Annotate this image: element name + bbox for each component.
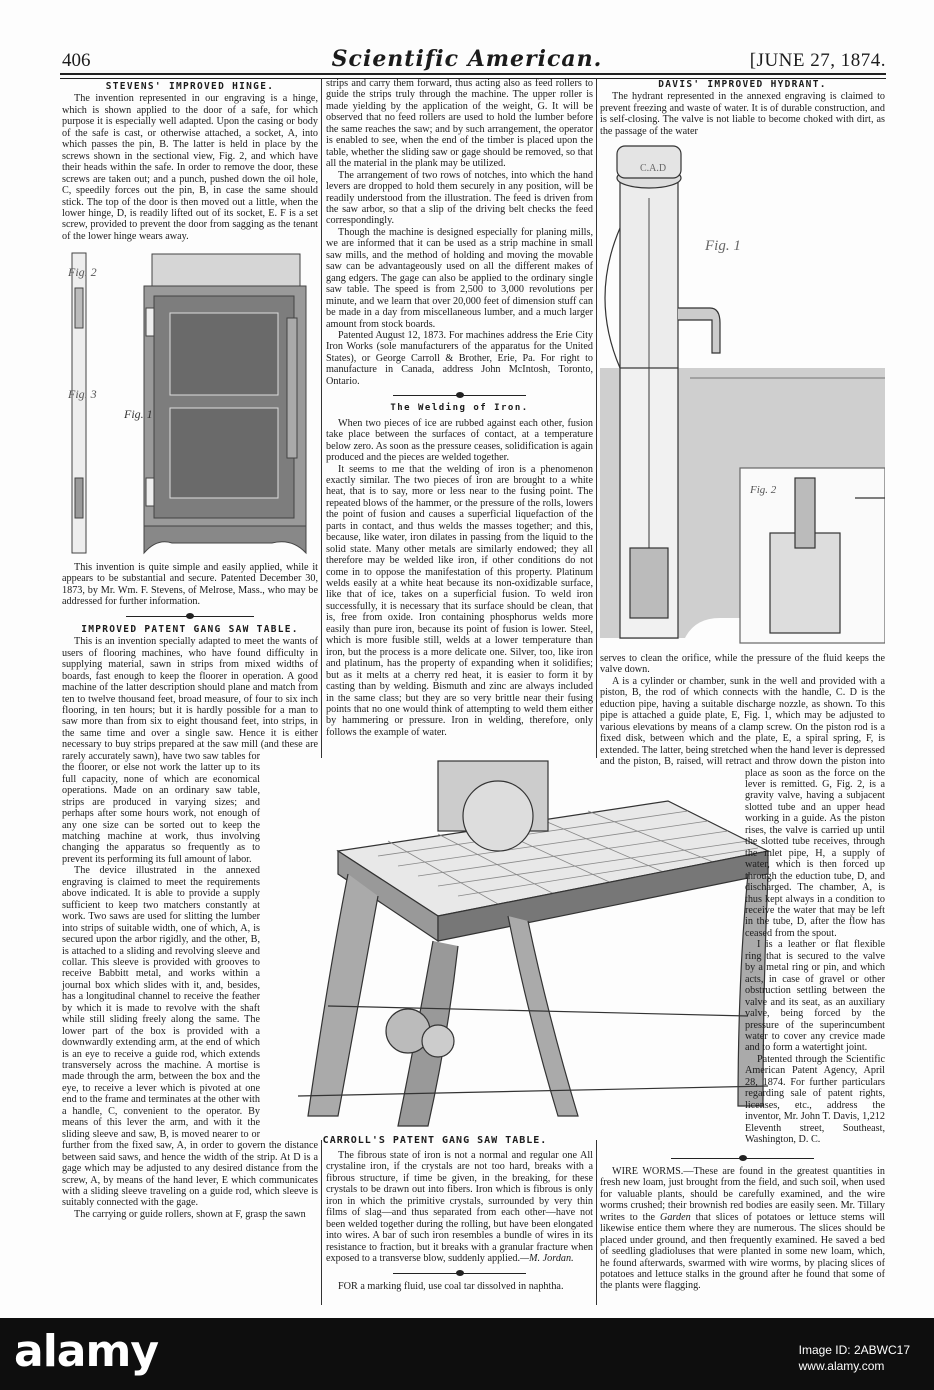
fig-label: Fig. 1 xyxy=(705,238,741,254)
image-id: Image ID: 2ABWC17 xyxy=(798,1343,910,1357)
article-welding-cont xyxy=(326,1150,593,1292)
paragraph: Patented August 12, 1873. For machines address the Erie City Iron Works (sole manufacturers of the apparatus for the United States), or George Carroll & Brother, Erie, Pa. For right to manufacture in Canada, address John McIntosh, Toronto, Ontario. xyxy=(326,329,593,387)
figure-wrap-space xyxy=(600,768,745,1152)
page-number: 406 xyxy=(62,50,91,71)
column-rule xyxy=(321,1140,322,1305)
fig-label: Fig. 2 xyxy=(750,484,777,496)
hydrant-description xyxy=(600,653,885,1292)
column-rule xyxy=(596,1140,597,1305)
article-heading: The Welding of Iron. xyxy=(390,403,529,414)
paragraph: FOR a marking fluid, use coal tar dissolved in naphtha. xyxy=(338,1280,564,1292)
section-divider xyxy=(326,1267,593,1279)
fig-label: C.A.D xyxy=(640,163,667,174)
paragraph: Patented through the Scientific American Patent Agency, April 28, 1874. For further particulars regarding sale of patent rights, licenses, etc., address the inventor, Mr. John T. Davis, 1,212 Eleventh street, Southeast, Washington, D. C. xyxy=(745,1053,885,1146)
paragraph-text: —These are found in the greatest quantities in fresh new loam, just brought from the field, and such soil, when used for valuable plants, should be carefully examined, and the wire worms crushed; their brownish red bodies are easily seen. Mr. Tillary writes to the xyxy=(600,1165,885,1223)
paragraph: The device illustrated in the annexed engraving is claimed to meet the requirements above indicated. It is able to provide a supply sufficient to keep two matchers constantly at work. Two saws are used for slitting the lumber into strips of suitable width, one of which, A, is secured upon the arbor rigidly, and the other, B, is attached to a sliding and revolving sleeve and collar. This sleeve is provided with grooves to receive Babbitt metal, and works within a journal box which slides with it, and, besides, has a longitudinal channel to receive the feather by which it is made to revolve with the shaft while still sliding freely along the same. The lower part of the box is provided with a downwardly extending arm, at the end of which is an eye to receive a guide rod, which extends transversely across the machine. A mortise is made through the arm, between the box and the eye, to receive a lever which is pivoted at one end to the frame and terminates at the other with a handle, C, convenient to the operator. By means of this lever the arm, and with it the sliding sleeve and saw, B, is moved nearer to or further from the fixed saw, A, in order to govern the distance between said saws, and hence the width of the strip. At D is a gage which may be adjusted to any desired distance from the screw, A, by means of the hand lever, E which communicates with a sliding sleeve traveling on a guide rod, which sleeve is suitably connected with the gage. xyxy=(62,865,318,1209)
hydrant-engraving xyxy=(600,138,885,650)
fig-label: Fig. 1 xyxy=(124,407,153,421)
paragraph-text: that slices of potatoes or lettuce stems will likewise entice them where they are numerous. The slices should be placed under ground, and then frequently examined. He saved a bed of seedling gladioluses that were planted in some new loam, which, he found afterwards, swarmed with wire worms, by placing slices of potatoes and lettuce stalks in the ground after he found that some of the plants were flagging. xyxy=(600,1211,885,1292)
section-divider xyxy=(600,1152,885,1164)
paragraph xyxy=(326,1150,593,1265)
article-saw-table-cont xyxy=(326,78,593,738)
paragraph: The hydrant represented in the annexed engraving is claimed to prevent freezing and waste of water. It is of durable construction, and is self-closing. The valve is not liable to become choked with dirt, as the passage of the water xyxy=(600,91,885,137)
paragraph: This is an invention specially adapted to meet the wants of users of flooring machines, who have found difficulty in supplying material, sawn in strips from mixed widths of boards, fast enough to keep the floorer in operation. A good machine of the latter description should plane and match from ten to twelve thousand feet, broad measure, of four to six inch flooring, in ten hours; but it is hardly possible for a man to saw more than from six to eight thousand feet, into strips, in the same time and over a single saw. Hence it is either necessary to buy strips prepared at the saw mill (and these are rarely accurately sawn), have two saw tables for the floorer, or else not work the latter up to its full capacity, none of which are economical operations. Made on an ordinary saw table, strips are produced in varying sizes; and perhaps after some hours work, not enough of any one size can be sorted out to keep the matching machine at work, thus involving changing the apparatus so frequently as to prevent its performing its full amount of labor. xyxy=(62,636,318,865)
paragraph: I is a leather or flat flexible ring that is secured to the valve by a metal ring or pin, and which acts, in case of gravel or other obstruction settling between the valve and its seat, as an auxiliary valve, being forced by the pressure of the superincumbent water to cover any crevice made and to form a watertight joint. xyxy=(745,939,885,1054)
paragraph: serves to clean the orifice, while the pressure of the fluid keeps the valve down. xyxy=(600,653,885,676)
paragraph-text: The fibrous state of iron is not a normal and regular one All crystaline iron, if the crystals are not too hard, breaks with a fibrous structure, if time be given, in the breaking, for these crystals to be drawn out into fibers. Iron which is fibrous is only iron in which the primitive crystals, surrounded by very thin films of slag—and thus separated from each other—have not been welded together during the rolling, but have been elongated into wires. A bar of such iron resembles a bundle of wires in its resistance to fraction, but it breaks with a granular fracture when exposed to a transverse blow, suddenly applied. xyxy=(326,1150,593,1265)
image-info xyxy=(799,1342,910,1374)
masthead-title: Scientific American. xyxy=(331,46,603,72)
fig-label: Fig. 3 xyxy=(68,387,97,401)
lead-in: WIRE WORMS. xyxy=(612,1165,684,1177)
article-heading: IMPROVED PATENT GANG SAW TABLE. xyxy=(81,623,299,635)
paragraph: The arrangement of two rows of notches, into which the hand levers are dropped to hold them securely in any position, will be readily understood from the illustration. The feed is driven from the saw arbor, so that a slip of the driving belt checks the feed correspondingly. xyxy=(326,169,593,227)
column-rule xyxy=(596,78,597,758)
hinge-engraving xyxy=(62,248,320,560)
fig-label: Fig. 2 xyxy=(68,265,97,279)
alamy-logo: alamy xyxy=(14,1326,158,1377)
author: —M. Jordan. xyxy=(520,1253,574,1265)
paragraph: strips and carry them forward, thus acting also as feed rollers to guide the strips truly through the machine. The upper roller is made yielding by the application of the weight, G. It will be observed that no feed rollers are used to hold the lumber before the same reaches the saw; and by such arrangement, the operator is enabled to see, when the end of the timber is placed upon the table, whether the sliding saw or gage should be removed, so that all the material in the plank may be utilized. xyxy=(326,78,593,170)
figure-caption: CARROLL'S PATENT GANG SAW TABLE. xyxy=(322,1135,548,1146)
paragraph: A is a cylinder or chamber, sunk in the well and provided with a piston, B, the rod of which connects with the handle, C. D is the eduction pipe, having a suitable discharge nozzle, as shown. To this pipe is attached a guide plate, E, Fig. 1, which may be adjusted to various elevations by means of a clamp screw. On the piston rod is a fixed disk, between which and the plate, E, a spiral spring, F, is extended. The latter, being stretched when the hand lever is depressed and the piston, B, raised, will retract and throw down the piston into place as soon as the force on the lever is remitted. G, Fig. 2, is a gravity valve, having a subjacent slotted tube and an upper head working in a guide. As the piston rises, the valve is carried up until the slotted tube receives, through the inlet pipe, H, a supply of water, which is then forced up through the eduction tube, D, and discharged. The chamber, A, is thus kept always in a condition to receive the water that may be left in the tube, D, after the flow has ceased from the spout. xyxy=(600,675,885,939)
issue-date: [JUNE 27, 1874. xyxy=(749,50,886,71)
paragraph: This invention is quite simple and easily applied, while it appears to be substantial and secure. Patented December 30, 1873, by Mr. Wm. F. Stevens, of Melrose, Mass., who may be addressed for further information. xyxy=(62,562,318,608)
site-url: www.alamy.com xyxy=(798,1359,885,1373)
article-davis-hydrant xyxy=(600,78,885,137)
section-divider xyxy=(62,610,318,622)
article-stevens-hinge xyxy=(62,80,318,242)
paragraph: The carrying or guide rollers, shown at F, grasp the sawn xyxy=(74,1208,306,1220)
paragraph: The invention represented in our engraving is a hinge, which is shown applied to the door of a safe, for which purpose it is especially well adapted. Upon the casing or body of the safe is cast, or otherwise attached, a socket, A, into which passes the pin, B. The latter is held in place by the screws shown in the sectional view, Fig. 2, and which have their heads within the safe. In order to remove the door, these screws are taken out; and a punch, pushed down the oil hole, C, speedily forces out the pin, B, in case the same should stick. The top of the door is then moved out a little, when the lower hinge, D, is readily lifted out of its socket, E. F is a set screw, provided to prevent the door from sagging as the tenant of the lower hinge wears away. xyxy=(62,93,318,242)
paragraph: It seems to me that the welding of iron is a phenomenon exactly similar. The two pieces of iron are brought to a white heat, that is to say, more or less near to the fusing point. The repeated blows of the hammer, or the pressure of the rolls, lowers the point of fusion and causes a superficial liquefaction of the parts in contact, and thus welds the masses together; and this, because, like water, iron dilates in passing from the liquid to the solid state. Many other metals are similarly endowed; they all therefore may be welded like iron, if other conditions do not come in to oppose the manifestation of this property. Platinum welds easily at a white heat because its non-oxidizable surface, like that of ice, takes on a superficial fusion. To weld iron successfully, it is necessary that its surface should be clean, that is, free from oxide. Iron containing phosphorus welds more easily than pure iron, because its point of fusion is lower. Steel, which is more fusible still, welds at a lower temperature than iron, but the process is a more delicate one. Silver, too, like iron and platinum, has the property of expanding when it solidifies; but as it melts at a cherry red heat, it is easier to form it by casting than by welding. Bismuth and zinc are always included in the same class; but they are so very brittle near their fusing points that no one would think of attempting to weld them either by hammering or pressure. Iron in welding, therefore, only follows the example of water. xyxy=(326,463,593,738)
publication-name: Garden xyxy=(659,1211,691,1223)
section-divider xyxy=(326,389,593,401)
stock-watermark-bar xyxy=(0,1318,934,1390)
paragraph: Though the machine is designed especially for planing mills, we are informed that it can be used as a strip machine in small saw mills, and the method of holding and moving the movable saw can be advantageously used on all the different makes of gang edgers. The gage can also be applied to the ordinary single saw table. The speed is from 2,500 to 3,000 revolutions per minute, and we learn that over 20,000 feet of dimension stuff can be made in a day from miscellaneous lumber, and a much larger amount from stock boards. xyxy=(326,226,593,330)
article-heading: DAVIS' IMPROVED HYDRANT. xyxy=(658,79,827,90)
article-heading: STEVENS' IMPROVED HINGE. xyxy=(105,81,275,92)
paragraph: When two pieces of ice are rubbed against each other, fusion take place between the surfaces of contact, at a temperature below zero. As soon as the pressure ceases, solidification is again produced and the pieces are welded together. xyxy=(326,417,593,464)
paragraph-wire-worms xyxy=(600,1166,885,1292)
column-rule xyxy=(321,78,322,758)
